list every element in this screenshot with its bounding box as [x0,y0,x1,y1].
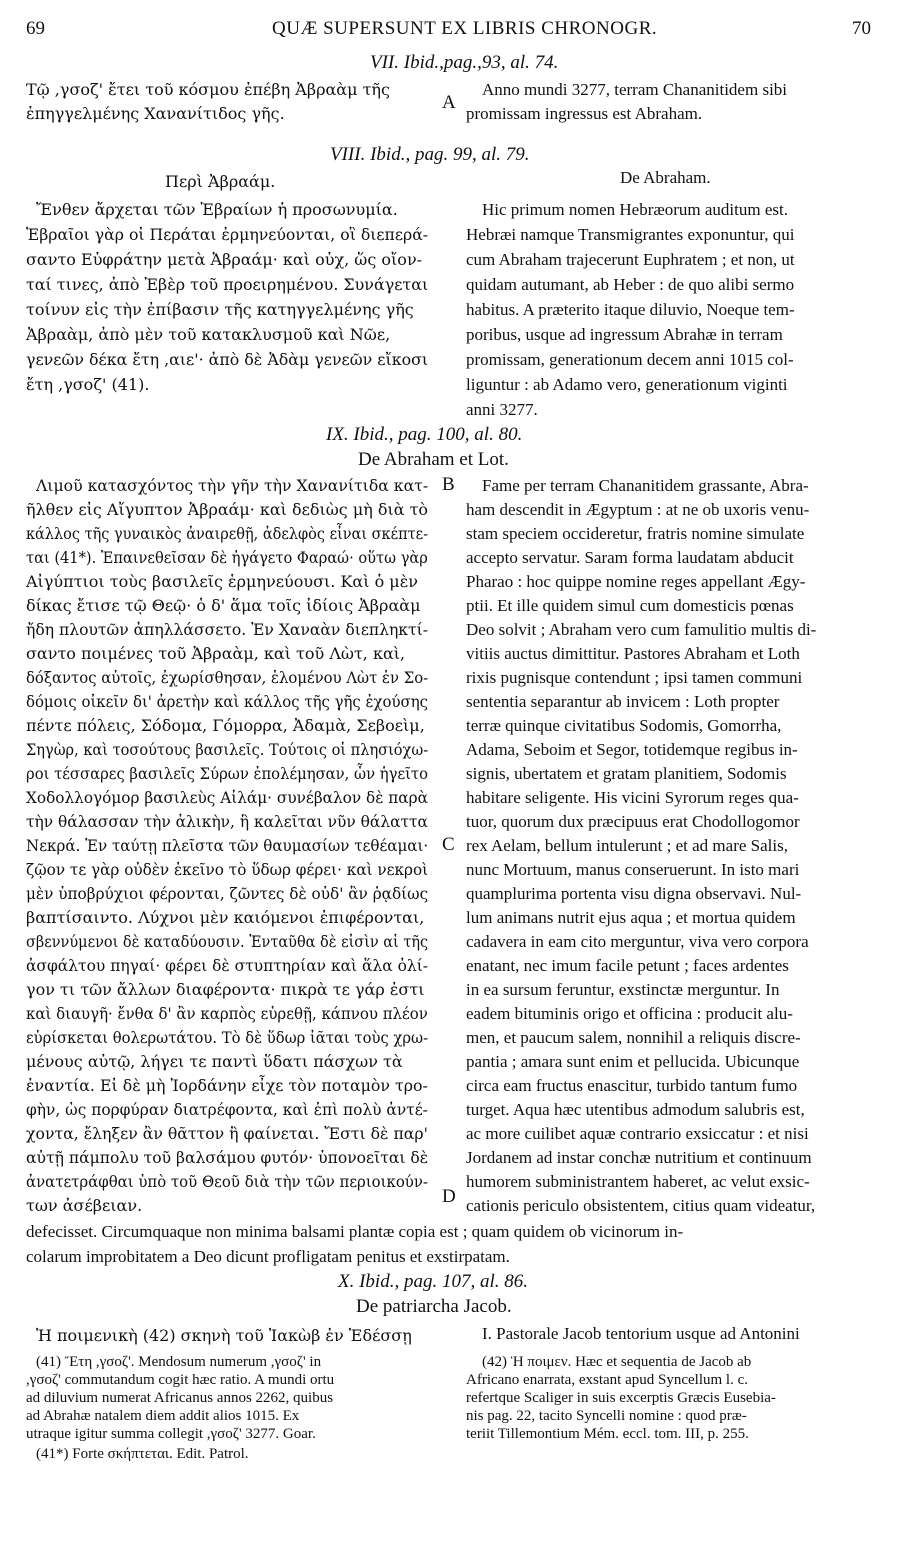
section-10-heading: X. Ibid., pag. 107, al. 86. [338,1271,528,1292]
page-number-right: 70 [852,18,871,39]
sec9-greek-line: φὴν, ὡς πορφύραν διατρέφοντα, καὶ ἐπὶ πολὺ ἀντέ- [26,1100,428,1119]
sec7-latin-line: promissam ingressus est Abraham. [466,104,703,123]
sec9-full-width-line: colarum improbitatem a Deo dicunt profligatam penitus et exstirpatam. [26,1247,510,1266]
sec9-greek-line: Νεκρά. Ἐν ταύτῃ πλεῖστα τῶν θαυμασίων τεθέαμαι· [26,836,429,855]
sec8-latin-line: cum Abraham trajecerunt Euphratem ; et non, ut [466,250,795,269]
sec9-latin-line: sententia separantur ab invicem : Loth propter [466,692,780,711]
page-number-left: 69 [26,18,45,39]
sec8-greek-line: Ἀβραὰμ, ἀπὸ μὲν τοῦ κατακλυσμοῦ καὶ Νῶε, [26,325,391,344]
footnote-42-line: nis pag. 22, tacito Syncelli nomine : quod præ- [466,1408,747,1424]
section-8-heading: VIII. Ibid., pag. 99, al. 79. [330,144,530,165]
sec9-greek-line: ἐναντία. Εἰ δὲ μὴ Ἰορδάνην εἶχε τὸν ποταμὸν τρο- [26,1076,428,1095]
section-10-subheading: De patriarcha Jacob. [356,1296,512,1317]
sec9-greek-line: δόμοις οἰκεῖν δι' ἀρετὴν καὶ κάλλος τῆς γῆς ἐχούσης [26,692,428,711]
sec9-greek-line: γον τι τῶν ἄλλων διαφέροντα· πικρὰ τε γάρ ἐστι [26,980,425,999]
sec8-latin-line: habitus. A præterito itaque diluvio, Noeque tem- [466,300,795,319]
footnote-41-line: ,γσοζ' commutandum cogit hæc ratio. A mundi ortu [26,1372,335,1388]
footnote-41-line: (41) Ἔτη ,γσοζ'. Mendosum numerum ,γσοζ' in [36,1354,322,1370]
sec7-greek-line: ἐπηγγελμένης Χανανίτιδος γῆς. [26,104,285,123]
sec8-greek-line: ταί τινες, ἀπὸ Ἐβὲρ τοῦ προειρημένου. Συνάγεται [26,275,429,294]
sec9-greek-line: ζῷον τε γὰρ οὐδὲν ἐκεῖνο τὸ ὕδωρ φέρει· καὶ νεκροὶ [26,860,429,879]
sec9-latin-line: in ea sursum feruntur, exstinctæ merguntur. In [466,980,780,999]
sec9-greek-line: δόξαντος αὐτοῖς, ἐχωρίσθησαν, ἑλομένου Λὼτ ἐν Σο- [26,668,429,687]
sec9-greek-line: ἤδη πλουτῶν ἀπηλλάσσετο. Ἐν Χαναὰν διεπληκτί- [26,620,429,639]
sec8-latin-title: De Abraham. [620,168,711,187]
sec9-latin-line: humorem subministrantem haberet, ac velut exsic- [466,1172,810,1191]
sec9-greek-line: βαπτίσαιντο. Λύχνοι μὲν καιόμενοι ἐπιφέρονται, [26,908,425,927]
sec9-latin-line: cadavera in eam cito merguntur, viva vero corpora [466,932,809,951]
sec9-latin-line: ac more cuilibet aquæ contrario exsiccatur : et nisi [466,1124,809,1143]
sec8-latin-line: quidam autumant, ab Heber : de quo alibi sermo [466,275,795,294]
sec8-greek-line: Ἔνθεν ἄρχεται τῶν Ἑβραίων ἡ προσωνυμία. [36,200,398,219]
sec9-greek-line: ἀνατετράφθαι ὑπὸ τοῦ Θεοῦ διὰ τὴν τῶν περιοικούν- [26,1172,428,1191]
sec9-latin-line: ham descendit in Ægyptum : at ne ob uxoris venu- [466,500,810,519]
sec9-latin-line: Fame per terram Chananitidem grassante, Abra- [482,476,809,495]
sec9-greek-line: κάλλος τῆς γυναικὸς ἀναιρεθῇ, ἀδελφὸς εἶναι σκέπτε- [26,524,429,543]
sec9-latin-line: cationis periculo obsistentem, citius quam videatur, [466,1196,816,1215]
sec9-latin-line: quamplurima portenta visu digna observavi. Nul- [466,884,802,903]
sec9-latin-line: lum animans nutrit ejus aqua ; et mortua quidem [466,908,796,927]
running-title: QUÆ SUPERSUNT EX LIBRIS CHRONOGR. [272,18,658,39]
sec9-latin-line: accepto servatur. Saram forma laudatam abducit [466,548,794,567]
sec9-latin-line: Jordanem ad instar conchæ nutritium et continuum [466,1148,812,1167]
footnote-42-line: refertque Scaliger in suis excerptis Græcis Eusebia- [466,1390,776,1406]
sec9-latin-line: ptii. Et ille quidem simul cum domesticis pœnas [466,596,794,615]
sec9-latin-line: enatant, nec imum facile petunt ; faces ardentes [466,956,789,975]
footnote-42-line: (42) Ἡ ποιμεν. Hæc et sequentia de Jacob ab [482,1354,752,1370]
section-9-heading: IX. Ibid., pag. 100, al. 80. [326,424,523,445]
sec9-greek-line: σαντο ποιμένες τοῦ Ἀβραὰμ, καὶ τοῦ Λὼτ, καὶ, [26,644,406,663]
sec9-latin-line: rex Aelam, bellum intulerunt ; et ad mare Salis, [466,836,788,855]
margin-marker-a: A [442,92,456,113]
sec8-greek-title: Περὶ Ἀβραάμ. [165,172,276,191]
margin-marker-d: D [442,1186,456,1207]
sec7-latin-line: Anno mundi 3277, terram Chananitidem sibi [482,80,788,99]
sec9-latin-line: eadem bituminis origo et officina : producit alu- [466,1004,793,1023]
sec9-greek-line: αὐτῇ πάμπολυ τοῦ βαλσάμου φυτόν· ὑπονοεῖται δὲ [26,1148,429,1167]
margin-marker-c: C [442,834,455,855]
sec8-greek-line: σαντο Εὐφράτην μετὰ Ἀβραάμ· καὶ οὐχ, ὥς οἴον- [26,250,423,269]
sec7-greek-line: Τῷ ,γσοζ' ἔτει τοῦ κόσμου ἐπέβη Ἀβραὰμ τῆς [26,80,390,99]
sec9-latin-line: Adama, Seboim et Segor, totidemque regibus in- [466,740,798,759]
sec8-latin-line: Hebræi namque Transmigrantes exponuntur, qui [466,225,795,244]
footnote-42-line: teriit Tillemontium Mém. eccl. tom. III, p. 255. [466,1426,749,1442]
sec9-latin-line: Pharao : hoc quippe nomine reges appellant Ægy- [466,572,806,591]
footnote-41-line: ad diluvium numerat Africanus annos 2262, quibus [26,1390,334,1406]
sec9-greek-line: δίκας ἔτισε τῷ Θεῷ· ὁ δ' ἅμα τοῖς ἰδίοις Ἀβραὰμ [26,596,421,615]
sec9-greek-line: εὑρίσκεται θολερωτάτου. Τὸ δὲ ὕδωρ ἰᾶται τοὺς χρω- [26,1028,429,1047]
sec8-greek-line: Ἑβραῖοι γὰρ οἱ Περάται ἑρμηνεύονται, οἳ διεπερά- [26,225,429,244]
sec9-greek-line: σβεννύμενοι δὲ καταδύουσιν. Ἐνταῦθα δὲ εἰσὶν αἱ τῆς [26,932,429,951]
footnote-41-star: (41*) Forte σκήπτεται. Edit. Patrol. [36,1446,249,1462]
section-9-subheading: De Abraham et Lot. [358,449,509,470]
sec9-greek-line: μὲν ὑποβρύχιοι φέρονται, ζῶντες δὲ οὐδ' ἂν ῥᾳδίως [26,884,429,903]
section-7-heading: VII. Ibid.,pag.,93, al. 74. [370,52,559,73]
sec9-latin-line: stam speciem occideretur, fratris nomine simulate [466,524,805,543]
sec9-greek-line: ται (41*). Ἐπαινεθεῖσαν δὲ ἠγάγετο Φαραώ· οὕτω γὰρ [26,548,428,567]
margin-marker-b: B [442,474,455,495]
sec9-greek-line: ἀσφάλτου πηγαί· φέρει δὲ στυπτηρίαν καὶ ἅλα ὀλί- [26,956,428,975]
sec9-greek-line: τὴν θάλασσαν τὴν ἁλικὴν, ἣ καλεῖται νῦν θάλαττα [26,812,428,831]
sec9-latin-line: rixis pugnisque contendunt ; ipsi tamen communi [466,668,803,687]
sec9-greek-line: καὶ διαυγῆ· ἔνθα δ' ἂν καρπὸς εὑρεθῇ, κάπνου πλέον [26,1004,428,1023]
sec8-greek-line: ἔτη ,γσοζ' (41). [26,375,150,394]
footnote-41-line: utraque igitur summa collegit ,γσοζ' 3277. Goar. [26,1426,316,1442]
sec9-greek-line: ῆλθεν εἰς Αἴγυπτον Ἀβραάμ· καὶ δεδιὼς μὴ διὰ τὸ [26,500,429,519]
sec9-latin-line: tuor, quorum dux præcipuus erat Chodollogomor [466,812,800,831]
sec9-greek-line: των ἀσέβειαν. [26,1196,143,1215]
sec9-latin-line: signis, ubertatem et gratam planitiem, Sodomis [466,764,787,783]
sec9-latin-line: men, et paucum salem, nonnihil a reliquis discre- [466,1028,801,1047]
sec9-latin-line: habitare seligente. His vicini Syrorum reges qua- [466,788,799,807]
sec9-full-width-line: defecisset. Circumquaque non minima balsami plantæ copia est ; quam quidem ob vicinorum in- [26,1222,684,1241]
sec8-latin-line: poribus, usque ad ingressum Abrahæ in terram [466,325,783,344]
sec9-latin-line: nunc Mortuum, manus conseruerunt. In isto mari [466,860,800,879]
sec9-greek-line: ροι τέσσαρες βασιλεῖς Σύρων ἐπολέμησαν, ὧν ἡγεῖτο [26,764,428,783]
sec10-latin-line: I. Pastorale Jacob tentorium usque ad Antonini [482,1324,800,1343]
sec9-greek-line: Λιμοῦ κατασχόντος τὴν γῆν τὴν Χανανίτιδα κατ- [36,476,429,495]
footnote-42-line: Africano enarrata, exstant apud Syncellum l. c. [466,1372,748,1388]
sec9-latin-line: terræ quinque civitatibus Sodomis, Gomorrha, [466,716,782,735]
sec9-greek-line: χοντα, ἔληξεν ἂν θᾶττον ἢ φαίνεται. Ἔστι δὲ παρ' [26,1124,428,1143]
sec10-greek-line: Ἡ ποιμενικὴ (42) σκηνὴ τοῦ Ἰακὼβ ἐν Ἐδέσσῃ [36,1326,412,1345]
footnote-41-line: ad Abrahæ natalem diem addit alios 1015. Ex [26,1408,300,1424]
sec9-latin-line: circa eam fructus enascitur, turbido tantum fumo [466,1076,798,1095]
sec9-latin-line: Deo solvit ; Abraham vero cum famulitio multis di- [466,620,817,639]
sec9-greek-line: Χοδολλογόμορ βασιλεὺς Αἰλάμ· συνέβαλον δὲ παρὰ [26,788,428,807]
sec9-greek-line: Αἰγύπτιοι τοὺς βασιλεῖς ἑρμηνεύουσι. Καὶ ὁ μὲν [26,572,418,591]
sec8-greek-line: γενεῶν δέκα ἔτη ,αιε'· ἀπὸ δὲ Ἀδὰμ γενεῶν εἴκοσι [26,350,429,369]
sec8-latin-line: liguntur : ab Adamo vero, generationum viginti [466,375,788,394]
sec9-latin-line: vitiis auctus dimittitur. Pastores Abraham et Loth [466,644,800,663]
sec9-latin-line: turget. Aqua hæc utentibus admodum salubris est, [466,1100,805,1119]
sec8-latin-line: Hic primum nomen Hebræorum auditum est. [482,200,788,219]
sec9-latin-line: pantia ; amara sunt enim et pellucida. Ubicunque [466,1052,800,1071]
sec8-greek-line: τοίνυν εἰς τὴν ἐπίβασιν τῆς κατηγγελμένης γῆς [26,300,414,319]
sec9-greek-line: μένους αὐτῷ, λήγει τε παντὶ ὕδατι πάσχων τὰ [26,1052,403,1071]
sec8-latin-line: anni 3277. [466,400,538,419]
sec9-greek-line: Σηγὼρ, καὶ τοσούτους βασιλεῖς. Τούτοις οἱ πλησιόχω- [26,740,429,759]
sec9-greek-line: πέντε πόλεις, Σόδομα, Γόμορρα, Ἀδαμὰ, Σεβοεὶμ, [26,716,425,735]
sec8-latin-line: promissam, generationum decem anni 1015 col- [466,350,794,369]
